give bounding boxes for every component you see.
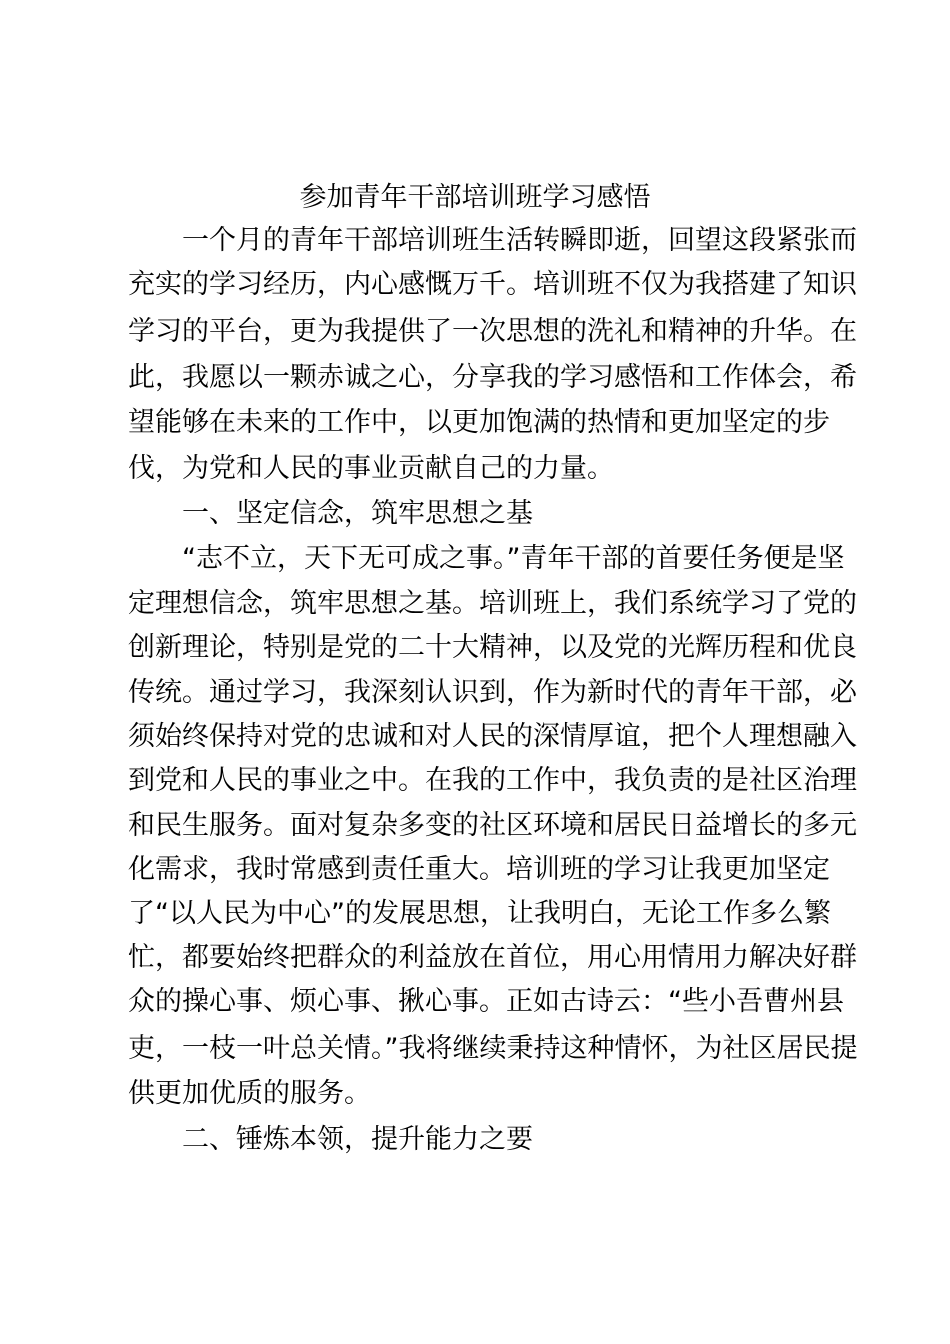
text-line-3: 学习的平台，更为我提供了一次思想的洗礼和精神的升华。在 xyxy=(128,316,857,347)
document-title: 参加青年干部培训班学习感悟 xyxy=(299,182,651,213)
text-line-14: 和民生服务。面对复杂多变的社区环境和居民日益增长的多元 xyxy=(128,810,857,841)
text-line-9: 定理想信念，筑牢思想之基。培训班上，我们系统学习了党的 xyxy=(128,588,857,619)
section-heading-2: 二、锤炼本领，提升能力之要 xyxy=(182,1124,533,1155)
text-line-11: 传统。通过学习，我深刻认识到，作为新时代的青年干部，必 xyxy=(128,677,857,708)
text-line-1: 一个月的青年干部培训班生活转瞬即逝，回望这段紧张而 xyxy=(182,225,857,256)
text-line-8: “志不立，天下无可成之事。”青年干部的首要任务便是坚 xyxy=(182,543,845,574)
text-line-18: 众的操心事、烦心事、揪心事。正如古诗云：“些小吾曹州县 xyxy=(128,986,844,1017)
text-line-6: 伐，为党和人民的事业贡献自己的力量。 xyxy=(128,453,614,484)
text-line-10: 创新理论，特别是党的二十大精神，以及党的光辉历程和优良 xyxy=(128,632,857,663)
text-line-15: 化需求，我时常感到责任重大。培训班的学习让我更加坚定 xyxy=(128,854,830,885)
section-heading-1: 一、坚定信念，筑牢思想之基 xyxy=(182,498,533,529)
text-line-16: 了“以人民为中心”的发展思想，让我明白，无论工作多么繁 xyxy=(128,898,831,929)
text-line-2: 充实的学习经历，内心感慨万千。培训班不仅为我搭建了知识 xyxy=(128,269,857,300)
text-line-13: 到党和人民的事业之中。在我的工作中，我负责的是社区治理 xyxy=(128,765,857,796)
text-line-12: 须始终保持对党的忠诚和对人民的深情厚谊，把个人理想融入 xyxy=(128,721,857,752)
text-line-20: 供更加优质的服务。 xyxy=(128,1078,371,1109)
text-line-17: 忙，都要始终把群众的利益放在首位，用心用情用力解决好群 xyxy=(128,942,857,973)
text-line-5: 望能够在未来的工作中，以更加饱满的热情和更加坚定的步 xyxy=(128,407,830,438)
text-line-19: 吏，一枝一叶总关情。”我将继续秉持这种情怀，为社区居民提 xyxy=(128,1033,858,1064)
text-line-4: 此，我愿以一颗赤诚之心，分享我的学习感悟和工作体会，希 xyxy=(128,362,857,393)
